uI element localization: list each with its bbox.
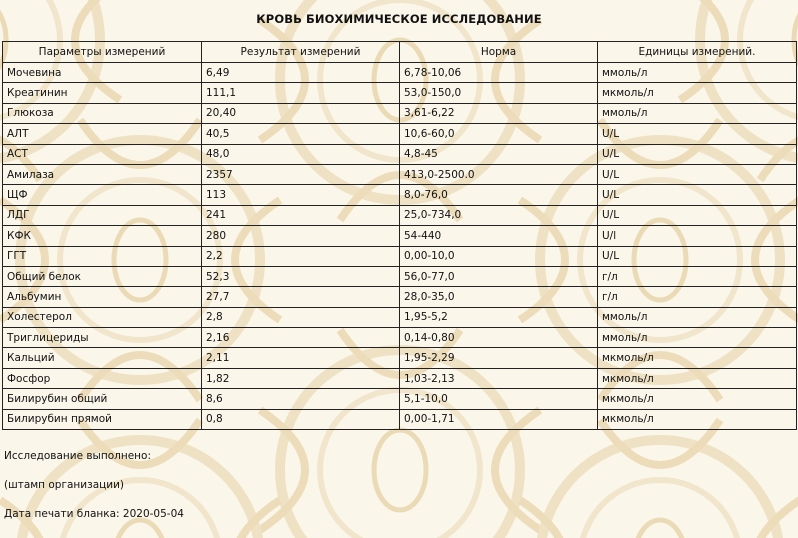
cell-result: 52,3 [202, 266, 400, 286]
cell-units: г/л [598, 266, 797, 286]
report-title: КРОВЬ БИОХИМИЧЕСКОЕ ИССЛЕДОВАНИЕ [256, 12, 542, 26]
cell-parameter: Кальций [3, 348, 202, 368]
cell-result: 113 [202, 185, 400, 205]
cell-norm: 4,8-45 [400, 144, 598, 164]
performed-by-label: Исследование выполнено: [4, 450, 151, 462]
table-row [3, 226, 797, 246]
cell-parameter: Триглицериды [3, 328, 202, 348]
cell-norm: 10,6-60,0 [400, 124, 598, 144]
cell-units: мкмоль/л [598, 389, 797, 409]
cell-units: г/л [598, 287, 797, 307]
table-row [3, 185, 797, 205]
cell-norm: 56,0-77,0 [400, 266, 598, 286]
cell-result: 2,8 [202, 307, 400, 327]
cell-units: U/L [598, 144, 797, 164]
cell-norm: 1,03-2,13 [400, 368, 598, 388]
cell-units: ммоль/л [598, 328, 797, 348]
cell-norm: 54-440 [400, 226, 598, 246]
results-table [2, 41, 797, 430]
cell-norm: 0,14-0,80 [400, 328, 598, 348]
table-row [3, 205, 797, 225]
cell-units: U/L [598, 124, 797, 144]
cell-result: 6,49 [202, 63, 400, 83]
cell-norm: 6,78-10,06 [400, 63, 598, 83]
cell-units: U/L [598, 205, 797, 225]
cell-parameter: Билирубин общий [3, 389, 202, 409]
header-norm: Норма [400, 42, 598, 63]
cell-norm: 28,0-35,0 [400, 287, 598, 307]
table-row [3, 389, 797, 409]
cell-result: 2,11 [202, 348, 400, 368]
cell-parameter: Альбумин [3, 287, 202, 307]
header-units: Единицы измерений. [598, 42, 797, 63]
cell-norm: 25,0-734,0 [400, 205, 598, 225]
cell-norm: 413,0-2500.0 [400, 164, 598, 184]
table-row [3, 368, 797, 388]
table-row [3, 164, 797, 184]
cell-units: ммоль/л [598, 63, 797, 83]
cell-norm: 53,0-150,0 [400, 83, 598, 103]
cell-result: 2,16 [202, 328, 400, 348]
cell-parameter: АЛТ [3, 124, 202, 144]
cell-result: 48,0 [202, 144, 400, 164]
table-row [3, 287, 797, 307]
cell-result: 241 [202, 205, 400, 225]
cell-parameter: Билирубин прямой [3, 409, 202, 429]
cell-parameter: Фосфор [3, 368, 202, 388]
cell-units: мкмоль/л [598, 83, 797, 103]
cell-parameter: Мочевина [3, 63, 202, 83]
cell-parameter: ЛДГ [3, 205, 202, 225]
cell-result: 111,1 [202, 83, 400, 103]
cell-result: 27,7 [202, 287, 400, 307]
cell-norm: 0,00-10,0 [400, 246, 598, 266]
header-parameter: Параметры измерений [3, 42, 202, 63]
cell-units: мкмоль/л [598, 368, 797, 388]
table-header-row [3, 42, 797, 63]
cell-result: 280 [202, 226, 400, 246]
cell-result: 1,82 [202, 368, 400, 388]
table-row [3, 63, 797, 83]
cell-units: U/L [598, 246, 797, 266]
cell-result: 8,6 [202, 389, 400, 409]
cell-units: U/L [598, 185, 797, 205]
cell-parameter: Холестерол [3, 307, 202, 327]
cell-parameter: Креатинин [3, 83, 202, 103]
print-date: Дата печати бланка: 2020-05-04 [4, 508, 184, 520]
table-row [3, 307, 797, 327]
cell-norm: 5,1-10,0 [400, 389, 598, 409]
table-row [3, 144, 797, 164]
cell-result: 2,2 [202, 246, 400, 266]
table-row [3, 348, 797, 368]
cell-norm: 1,95-5,2 [400, 307, 598, 327]
cell-result: 20,40 [202, 103, 400, 123]
cell-norm: 0,00-1,71 [400, 409, 598, 429]
table-row [3, 83, 797, 103]
cell-parameter: Амилаза [3, 164, 202, 184]
cell-parameter: АСТ [3, 144, 202, 164]
cell-units: U/l [598, 226, 797, 246]
cell-units: мкмоль/л [598, 348, 797, 368]
table-row [3, 103, 797, 123]
table-row [3, 266, 797, 286]
cell-result: 2357 [202, 164, 400, 184]
cell-parameter: Общий белок [3, 266, 202, 286]
stamp-label: (штамп организации) [4, 479, 125, 491]
cell-norm: 8,0-76,0 [400, 185, 598, 205]
table-row [3, 328, 797, 348]
cell-result: 0,8 [202, 409, 400, 429]
cell-parameter: ЩФ [3, 185, 202, 205]
cell-units: мкмоль/л [598, 409, 797, 429]
cell-units: ммоль/л [598, 307, 797, 327]
cell-parameter: КФК [3, 226, 202, 246]
table-row [3, 409, 797, 429]
cell-units: U/L [598, 164, 797, 184]
cell-norm: 1,95-2,29 [400, 348, 598, 368]
cell-units: ммоль/л [598, 103, 797, 123]
header-result: Результат измерений [202, 42, 400, 63]
cell-parameter: ГГТ [3, 246, 202, 266]
table-row [3, 124, 797, 144]
cell-parameter: Глюкоза [3, 103, 202, 123]
cell-result: 40,5 [202, 124, 400, 144]
table-row [3, 246, 797, 266]
cell-norm: 3,61-6,22 [400, 103, 598, 123]
